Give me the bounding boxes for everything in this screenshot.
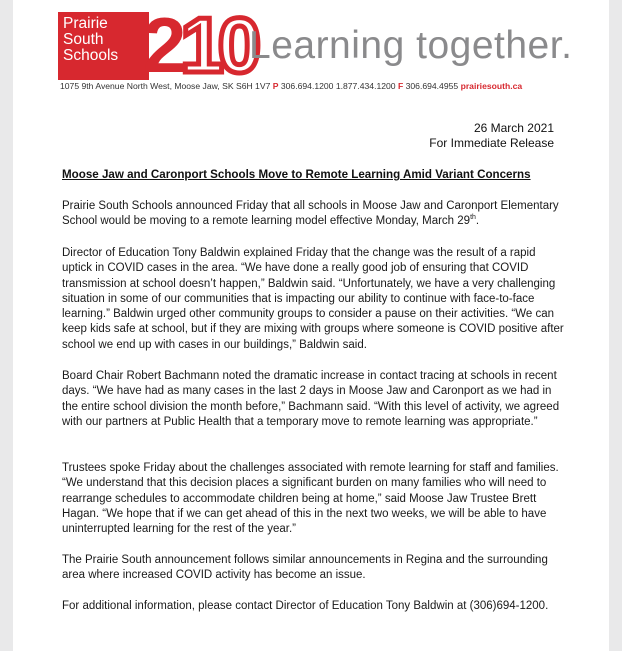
logo-digit-2: 2 xyxy=(143,1,181,89)
document-page xyxy=(13,0,609,651)
paragraph-1 xyxy=(62,199,567,230)
release-note: For Immediate Release xyxy=(429,136,554,150)
logo-line-2: South xyxy=(63,31,104,48)
fax: 306.694.4955 xyxy=(405,81,459,91)
website-link[interactable]: prairiesouth.ca xyxy=(460,81,523,91)
paragraph-1-sup: th xyxy=(470,214,476,222)
date-block xyxy=(429,121,554,151)
release-date: 26 March 2021 xyxy=(473,121,554,135)
logo-line-1: Prairie xyxy=(63,15,108,32)
address-line xyxy=(60,81,590,91)
paragraph-6: For additional information, please contact Director of Education Tony Baldwin at (306)694-1200. xyxy=(62,600,549,612)
logo-org-name xyxy=(63,16,118,64)
phone: 306.694.1200 1.877.434.1200 xyxy=(280,81,396,91)
paragraph-4: Trustees spoke Friday about the challenges associated with remote learning for staff and families. “We understand that this decision places a significant burden on many families who will need to rearrange schedules to accommodate children being at home,” said Moose Jaw Trustee Brett Hagan. “We hope that if we can get ahead of this in the next two weeks, we will be able to have uninterrupted learning for the rest of the year.” xyxy=(62,462,559,536)
logo-digits-10: 10 xyxy=(180,1,256,89)
tagline: Learning together. xyxy=(249,24,573,67)
headline: Moose Jaw and Caronport Schools Move to Remote Learning Amid Variant Concerns xyxy=(62,168,531,181)
paragraph-1-text: Prairie South Schools announced Friday that all schools in Moose Jaw and Caronport Elementary School would be moving to a remote learning model effective Monday, March 29 xyxy=(62,200,559,228)
fax-label: F xyxy=(397,81,404,91)
paragraph-5: The Prairie South announcement follows similar announcements in Regina and the surrounding area where increased COVID activity has become an issue. xyxy=(62,554,548,582)
paragraph-3: Board Chair Robert Bachmann noted the dramatic increase in contact tracing at schools in recent days. “We have had as many cases in the last 2 days in Moose Jaw and Caronport as we had in the entire school division the month before,” Bachmann said. “With this level of activity, we agreed with our partners at Public Health that a temporary move to remote learning was appropriate.” xyxy=(62,370,560,428)
paragraph-1-end: . xyxy=(475,215,480,228)
paragraph-2: Director of Education Tony Baldwin explained Friday that the change was the result of a rapid uptick in COVID cases in the area. “We have done a really good job of ensuring that COVID transmission at school doesn’t happen,” Baldwin said. “Unfortunately, we have a very challenging situation in some of our communities that is impacting our ability to continue with face-to-face learning.” Baldwin urged other community groups to consider a pause on their activities. “We can keep kids safe at school, but if they are mixing with groups where someone is COVID positive after school we end up with cases in our buildings,” Baldwin said. xyxy=(62,247,564,351)
phone-label: P xyxy=(272,81,279,91)
logo-line-3: Schools xyxy=(63,47,119,64)
address: 1075 9th Avenue North West, Moose Jaw, SK S6H 1V7 xyxy=(60,81,271,91)
logo-division-number xyxy=(143,1,256,89)
